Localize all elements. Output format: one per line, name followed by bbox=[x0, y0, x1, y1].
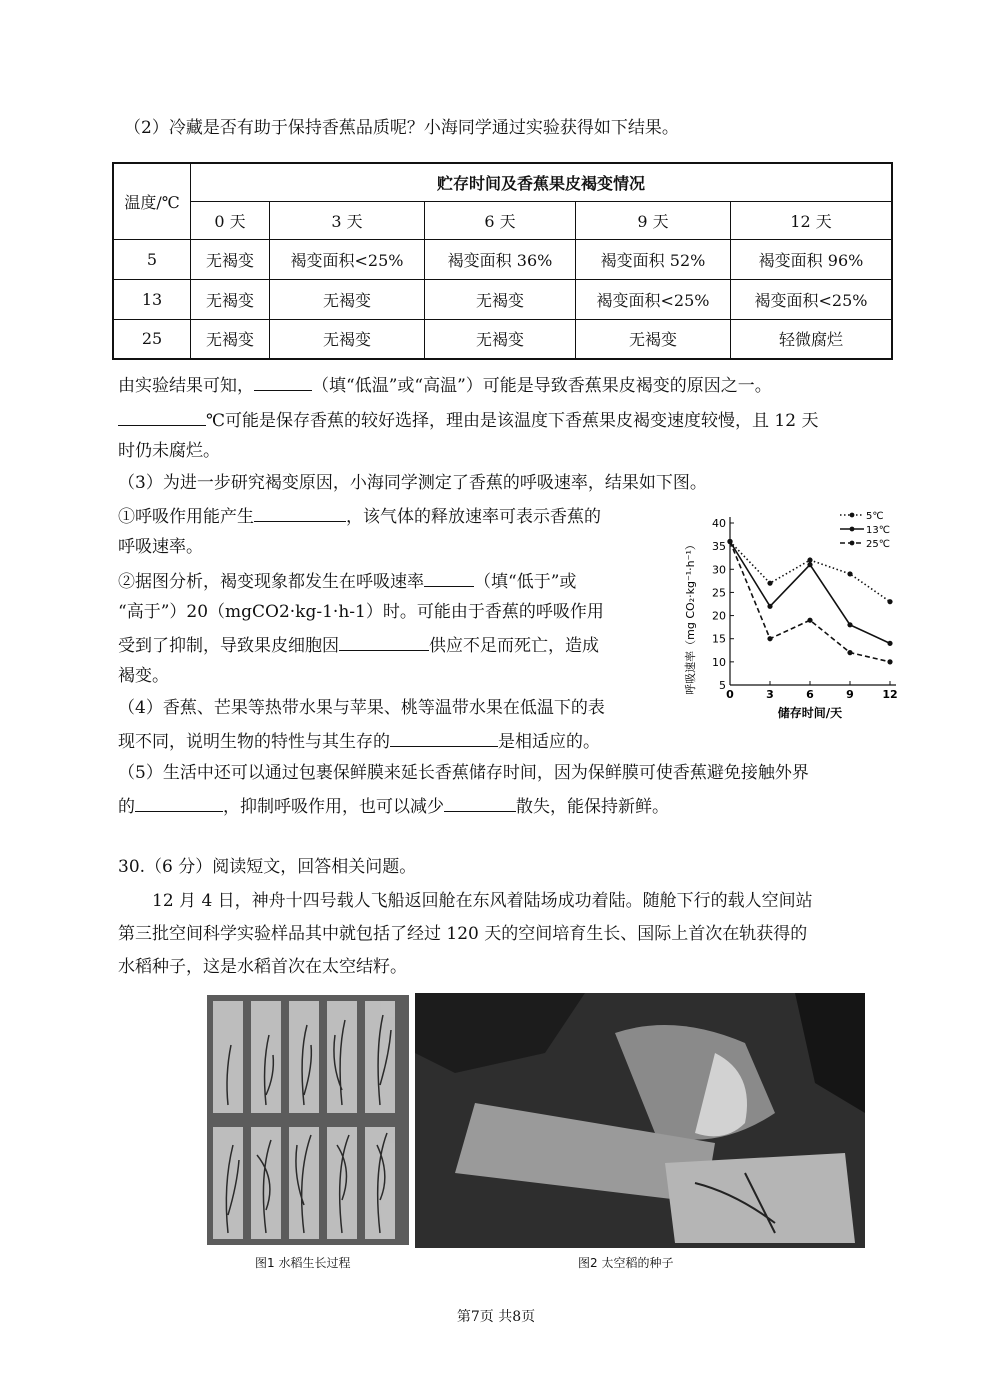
q2-line3: 时仍未腐烂。 bbox=[118, 441, 220, 461]
data-point bbox=[727, 539, 732, 544]
data-point bbox=[807, 618, 812, 623]
q3-text: ①呼吸作用能产生 bbox=[118, 507, 254, 527]
table-cell: 褐变面积<25% bbox=[576, 279, 731, 319]
q2-intro: （2）冷藏是否有助于保持香蕉品质呢？小海同学通过实验获得如下结果。 bbox=[124, 118, 679, 138]
q3-p1c: 呼吸速率。 bbox=[118, 537, 203, 557]
y-tick-label: 35 bbox=[712, 540, 726, 554]
q30-para-line: 第三批空间科学实验样品其中就包括了经过 120 天的空间培育生长、国际上首次在轨获得的 bbox=[118, 924, 808, 944]
x-axis-label: 储存时间/天 bbox=[777, 706, 843, 720]
table-cell: 无褐变 bbox=[191, 279, 270, 319]
y-tick-label: 5 bbox=[719, 679, 726, 692]
y-tick-label: 15 bbox=[712, 632, 726, 646]
data-point bbox=[847, 571, 852, 576]
table-row bbox=[113, 319, 892, 359]
q2-line2 bbox=[118, 407, 818, 433]
q3-text: ②据图分析，褐变现象都发生在呼吸速率 bbox=[118, 572, 424, 592]
answer-blank[interactable] bbox=[254, 372, 312, 391]
data-point bbox=[887, 659, 892, 664]
y-tick-label: 20 bbox=[712, 609, 726, 623]
header-day-12: 12 天 bbox=[731, 201, 893, 239]
q5-a: （5）生活中还可以通过包裹保鲜膜来延长香蕉储存时间，因为保鲜膜可使香蕉避免接触外界 bbox=[118, 763, 809, 783]
q3-text: 受到了抑制，导致果皮细胞因 bbox=[118, 636, 339, 656]
data-point bbox=[767, 604, 772, 609]
rice-growth-photo bbox=[207, 995, 409, 1245]
row-temp: 5 bbox=[113, 239, 191, 279]
respiration-rate-chart bbox=[680, 505, 910, 725]
header-day-3: 3 天 bbox=[270, 201, 425, 239]
table-cell: 褐变面积<25% bbox=[731, 279, 893, 319]
q30-para-line: 水稻种子，这是水稻首次在太空结籽。 bbox=[118, 957, 407, 977]
header-day-9: 9 天 bbox=[576, 201, 731, 239]
q5-text: 的 bbox=[118, 797, 135, 817]
table-cell: 无褐变 bbox=[576, 319, 731, 359]
table-cell: 褐变面积<25% bbox=[270, 239, 425, 279]
q2-text: ℃可能是保存香蕉的较好选择，理由是该温度下香蕉果皮褐变速度较慢，且 12 天 bbox=[206, 411, 819, 431]
answer-blank[interactable] bbox=[424, 568, 474, 587]
row-temp: 13 bbox=[113, 279, 191, 319]
table-row bbox=[113, 279, 892, 319]
q5-text: 散失，能保持新鲜。 bbox=[516, 797, 669, 817]
q2-line1 bbox=[118, 372, 772, 398]
data-point bbox=[767, 636, 772, 641]
answer-blank[interactable] bbox=[339, 632, 429, 651]
page-number: 第7页 共8页 bbox=[456, 1309, 536, 1325]
legend-marker bbox=[850, 513, 855, 518]
legend-marker bbox=[850, 541, 855, 546]
data-point bbox=[807, 557, 812, 562]
data-point bbox=[847, 650, 852, 655]
answer-blank[interactable] bbox=[390, 728, 498, 747]
figure1-caption: 图1 水稻生长过程 bbox=[255, 1256, 351, 1270]
data-point bbox=[807, 562, 812, 567]
q5-line bbox=[118, 793, 669, 819]
header-day-0: 0 天 bbox=[191, 201, 270, 239]
q2-text: （填“低温”或“高温”）可能是导致香蕉果皮褐变的原因之一。 bbox=[312, 376, 772, 396]
q4-text: 现不同，说明生物的特性与其生存的 bbox=[118, 732, 390, 752]
data-point bbox=[847, 622, 852, 627]
answer-blank[interactable] bbox=[118, 407, 206, 426]
table-cell: 褐变面积 96% bbox=[731, 239, 893, 279]
answer-blank[interactable] bbox=[444, 793, 516, 812]
table-cell: 褐变面积 52% bbox=[576, 239, 731, 279]
table-cell: 无褐变 bbox=[191, 319, 270, 359]
row-temp: 25 bbox=[113, 319, 191, 359]
answer-blank[interactable] bbox=[135, 793, 223, 812]
x-tick-label: 12 bbox=[882, 688, 898, 701]
x-tick-label: 9 bbox=[846, 688, 854, 701]
q4-line bbox=[118, 728, 600, 754]
x-tick-label: 3 bbox=[766, 688, 774, 701]
table-row bbox=[113, 239, 892, 279]
legend-label: 5℃ bbox=[866, 511, 884, 522]
q4-a: （4）香蕉、芒果等热带水果与苹果、桃等温带水果在低温下的表 bbox=[118, 698, 605, 718]
q4-text: 是相适应的。 bbox=[498, 732, 600, 752]
q30-heading: 30.（6 分）阅读短文，回答相关问题。 bbox=[118, 857, 417, 877]
q3-p1 bbox=[118, 503, 601, 529]
y-tick-label: 40 bbox=[712, 517, 726, 530]
rice-growth-image bbox=[207, 995, 409, 1245]
data-point bbox=[887, 599, 892, 604]
series-line-0 bbox=[730, 542, 890, 602]
series-line-1 bbox=[730, 542, 890, 644]
q3-text: （填“低于”或 bbox=[474, 572, 577, 592]
q3-intro: （3）为进一步研究褐变原因，小海同学测定了香蕉的呼吸速率，结果如下图。 bbox=[118, 473, 707, 493]
space-rice-seeds-photo bbox=[415, 993, 865, 1248]
q3-p2c: “高于”）20（mgCO2·kg-1·h-1）时。可能由于香蕉的呼吸作用 bbox=[118, 602, 604, 622]
table-cell: 无褐变 bbox=[191, 239, 270, 279]
table-cell: 褐变面积 36% bbox=[425, 239, 576, 279]
table-cell: 无褐变 bbox=[270, 279, 425, 319]
x-tick-label: 6 bbox=[806, 688, 814, 701]
legend-marker bbox=[850, 527, 855, 532]
y-tick-label: 10 bbox=[712, 655, 726, 669]
q2-text: 由实验结果可知， bbox=[118, 376, 254, 396]
y-axis-label: 呼吸速率（mg CO₂·kg⁻¹·h⁻¹） bbox=[684, 539, 697, 695]
header-storage-group: 贮存时间及香蕉果皮褐变情况 bbox=[191, 163, 893, 201]
table-cell: 轻微腐烂 bbox=[731, 319, 893, 359]
q3-p2 bbox=[118, 568, 576, 594]
table-cell: 无褐变 bbox=[425, 279, 576, 319]
y-tick-label: 30 bbox=[712, 563, 726, 577]
q30-para-line: 12 月 4 日，神舟十四号载人飞船返回舱在东风着陆场成功着陆。随舱下行的载人空间站 bbox=[152, 891, 813, 911]
y-tick-label: 25 bbox=[712, 586, 726, 600]
space-rice-seeds-image bbox=[415, 993, 865, 1248]
results-table bbox=[112, 162, 893, 360]
table-cell: 无褐变 bbox=[425, 319, 576, 359]
figure2-caption: 图2 太空稻的种子 bbox=[578, 1256, 674, 1270]
header-temperature: 温度/℃ bbox=[113, 163, 191, 239]
legend-label: 13℃ bbox=[866, 525, 890, 536]
q3-p2f: 褐变。 bbox=[118, 666, 169, 686]
answer-blank[interactable] bbox=[254, 503, 346, 522]
q3-text: 供应不足而死亡，造成 bbox=[429, 636, 599, 656]
q5-text: ，抑制呼吸作用，也可以减少 bbox=[223, 797, 444, 817]
data-point bbox=[887, 641, 892, 646]
q3-text: ，该气体的释放速率可表示香蕉的 bbox=[346, 507, 601, 527]
legend-label: 25℃ bbox=[866, 539, 890, 550]
x-tick-label: 0 bbox=[726, 688, 734, 701]
header-day-6: 6 天 bbox=[425, 201, 576, 239]
data-point bbox=[767, 581, 772, 586]
table-cell: 无褐变 bbox=[270, 319, 425, 359]
q3-p2d bbox=[118, 632, 599, 658]
